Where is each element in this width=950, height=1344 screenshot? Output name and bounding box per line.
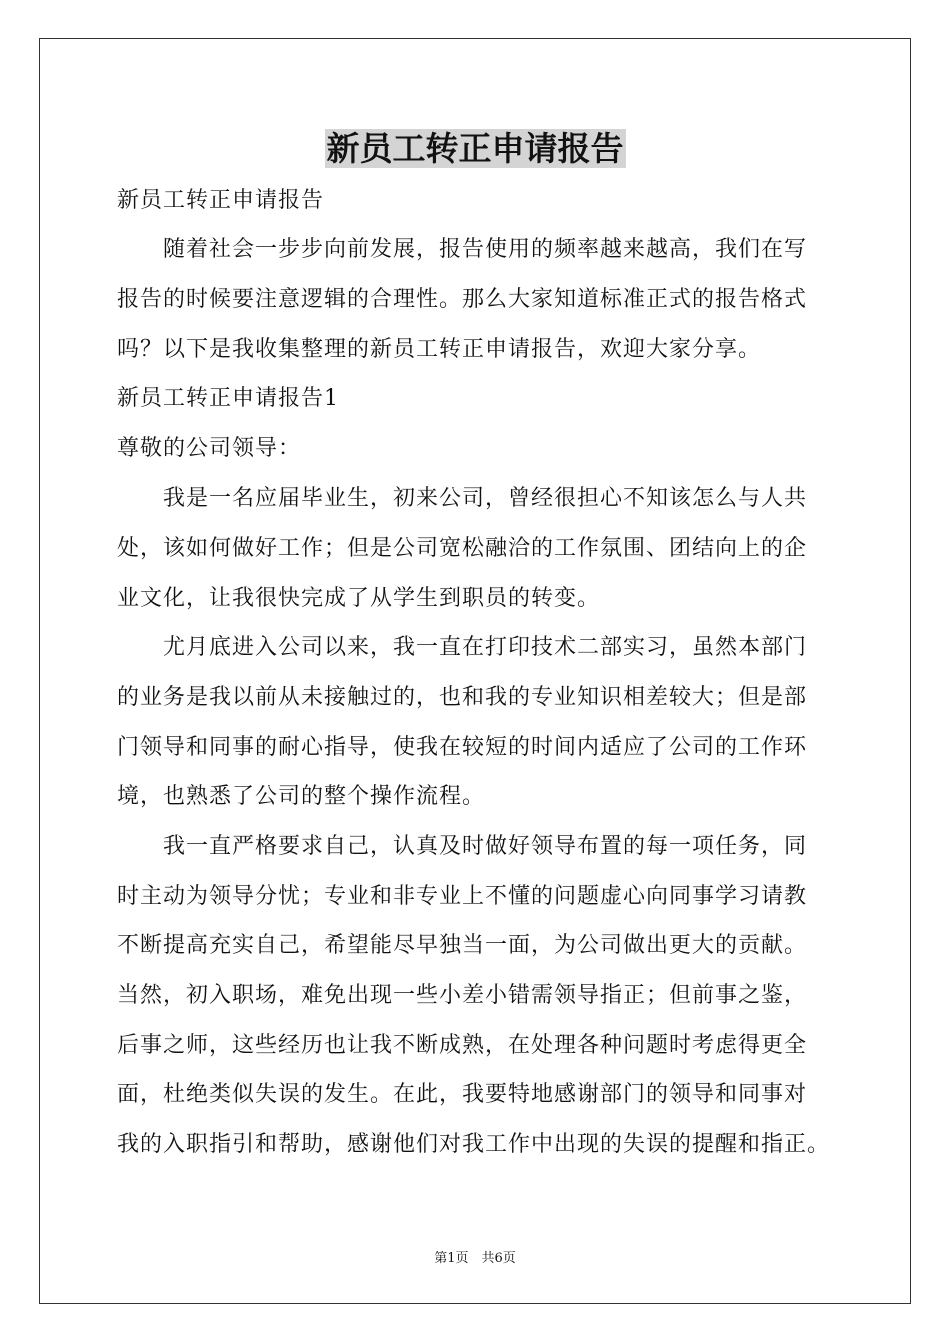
- paragraph-line: 我一直严格要求自己，认真及时做好领导布置的每一项任务，同: [117, 834, 808, 859]
- subtitle-line: 新员工转正申请报告: [117, 188, 325, 213]
- paragraph-line: 不断提高充实自己，希望能尽早独当一面，为公司做出更大的贡献。: [117, 933, 808, 958]
- paragraph-line: 尤月底进入公司以来，我一直在打印技术二部实习，虽然本部门: [117, 635, 808, 660]
- paragraph-line: 的业务是我以前从未接触过的，也和我的专业知识相差较大；但是部: [117, 685, 808, 710]
- paragraph-line: 境，也熟悉了公司的整个操作流程。: [117, 784, 486, 809]
- paragraph-line: 时主动为领导分忧；专业和非专业上不懂的问题虚心向同事学习请教: [117, 884, 808, 909]
- page-number-footer: 第1页 共6页: [434, 1251, 516, 1266]
- paragraph-line: 我是一名应届毕业生，初来公司，曾经很担心不知该怎么与人共: [117, 486, 808, 511]
- paragraph-line: 吗？以下是我收集整理的新员工转正申请报告，欢迎大家分享。: [117, 337, 762, 362]
- paragraph-line: 门领导和同事的耐心指导，使我在较短的时间内适应了公司的工作环: [117, 735, 808, 760]
- paragraph-line: 业文化，让我很快完成了从学生到职员的转变。: [117, 586, 601, 611]
- paragraph-line: 我的入职指引和帮助，感谢他们对我工作中出现的失误的提醒和指正。: [117, 1132, 831, 1157]
- section-heading: 新员工转正申请报告1: [117, 386, 339, 411]
- paragraph-line: 处，该如何做好工作；但是公司宽松融洽的工作氛围、团结向上的企: [117, 536, 808, 561]
- paragraph-line: 随着社会一步步向前发展，报告使用的频率越来越高，我们在写: [117, 237, 808, 262]
- paragraph-line: 当然，初入职场，难免出现一些小差小错需领导指正；但前事之鉴，: [117, 983, 808, 1008]
- document-title: 新员工转正申请报告: [326, 129, 624, 168]
- page-border: [39, 38, 911, 1304]
- paragraph-line: 面，杜绝类似失误的发生。在此，我要特地感谢部门的领导和同事对: [117, 1082, 808, 1107]
- paragraph-line: 报告的时候要注意逻辑的合理性。那么大家知道标准正式的报告格式: [117, 287, 808, 312]
- salutation: 尊敬的公司领导：: [117, 436, 302, 461]
- paragraph-line: 后事之师，这些经历也让我不断成熟，在处理各种问题时考虑得更全: [117, 1033, 808, 1058]
